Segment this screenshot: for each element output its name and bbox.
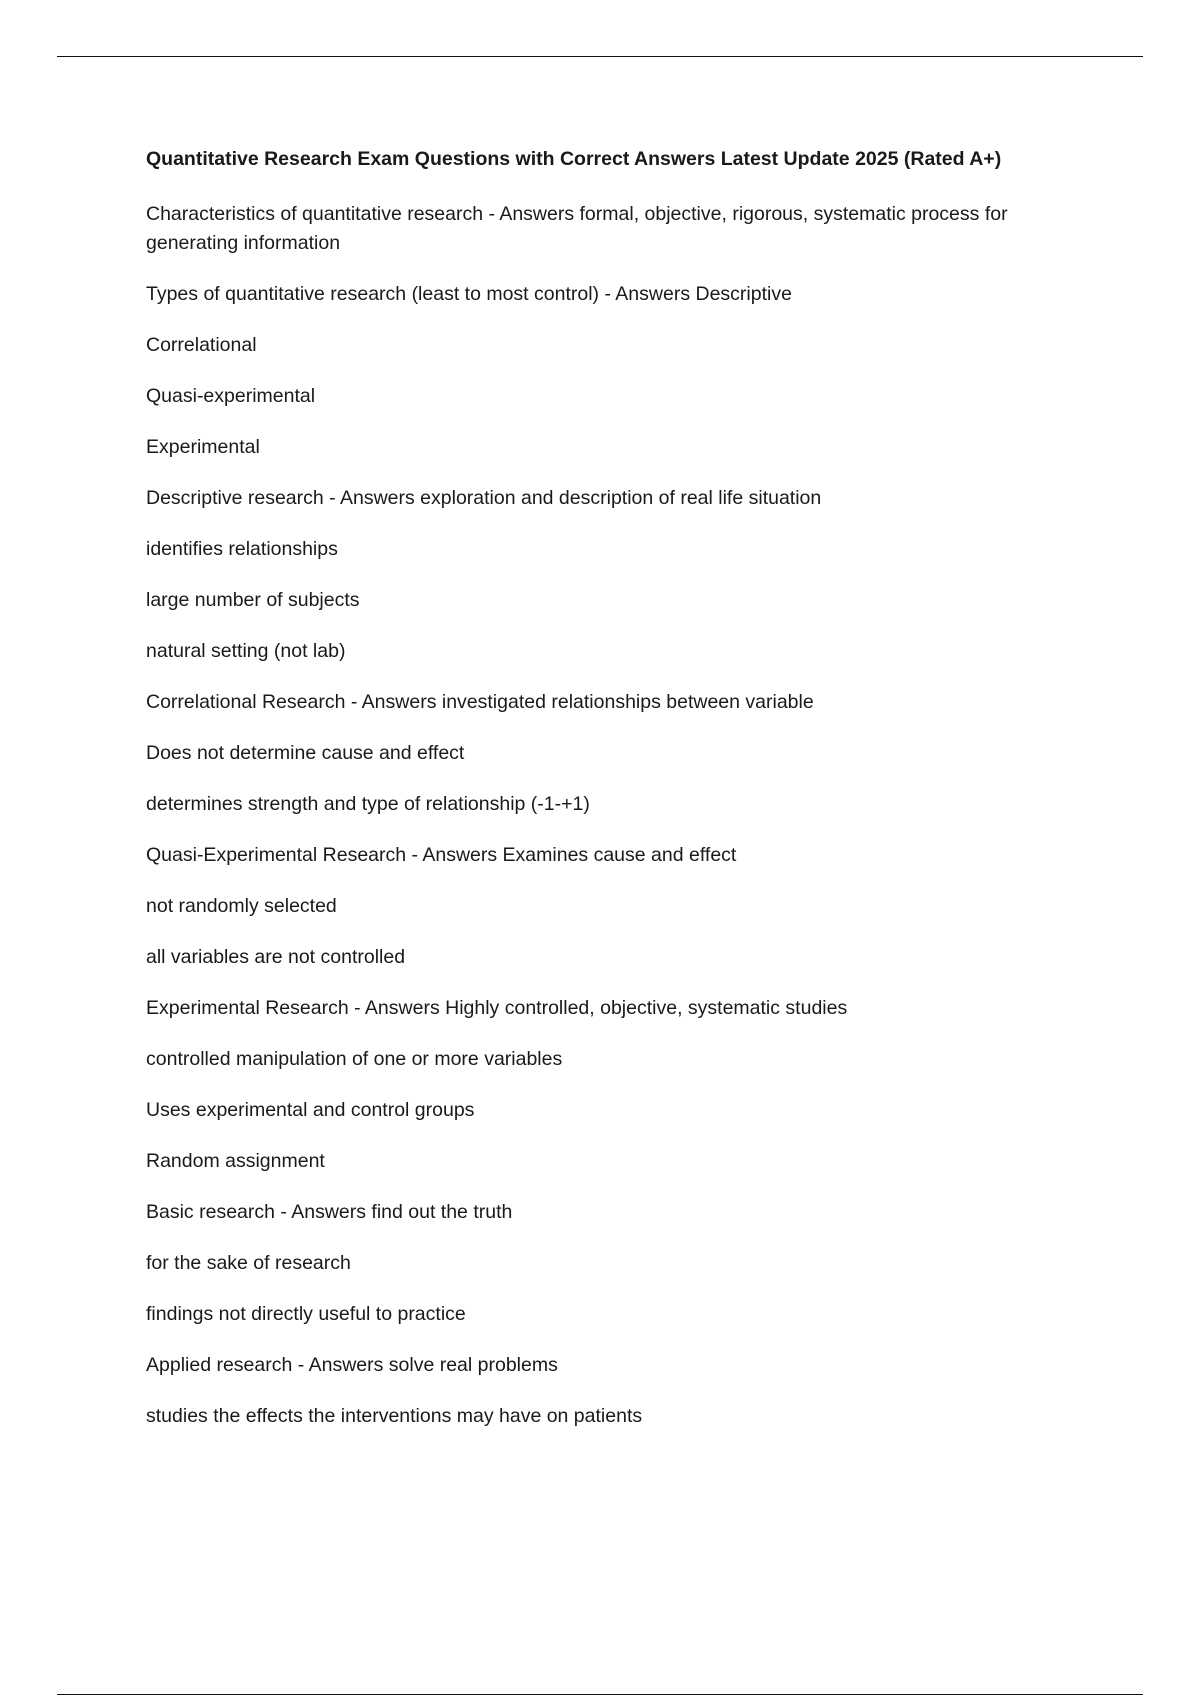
list-item: all variables are not controlled <box>146 946 406 968</box>
document-title: Quantitative Research Exam Questions with Correct Answers Latest Update 2025 (Rated A+) <box>146 148 1002 170</box>
footer-rule <box>57 1694 1143 1695</box>
list-item: Quasi-Experimental Research - Answers Examines cause and effect <box>146 844 737 866</box>
list-item: determines strength and type of relationship (-1-+1) <box>146 793 590 815</box>
list-item: Types of quantitative research (least to most control) - Answers Descriptive <box>146 283 792 305</box>
list-item: controlled manipulation of one or more variables <box>146 1048 563 1070</box>
list-item: Random assignment <box>146 1150 325 1172</box>
list-item: Experimental Research - Answers Highly controlled, objective, systematic studies <box>146 997 848 1019</box>
question-answer-list <box>146 200 1066 1431</box>
list-item: not randomly selected <box>146 895 337 917</box>
list-item: findings not directly useful to practice <box>146 1303 466 1325</box>
list-item: Correlational <box>146 334 257 356</box>
list-item: studies the effects the interventions may have on patients <box>146 1405 643 1427</box>
document-body <box>146 146 1066 1431</box>
list-item: Characteristics of quantitative research - Answers formal, objective, rigorous, systematic process for generating information <box>146 203 1008 254</box>
list-item: Correlational Research - Answers investigated relationships between variable <box>146 691 814 713</box>
list-item: Does not determine cause and effect <box>146 742 465 764</box>
list-item: identifies relationships <box>146 538 338 560</box>
list-item: Descriptive research - Answers exploration and description of real life situation <box>146 487 822 509</box>
list-item: Basic research - Answers find out the truth <box>146 1201 513 1223</box>
list-item: for the sake of research <box>146 1252 351 1274</box>
list-item: natural setting (not lab) <box>146 640 346 662</box>
header-rule <box>57 56 1143 57</box>
list-item: Applied research - Answers solve real problems <box>146 1354 558 1376</box>
list-item: Experimental <box>146 436 260 458</box>
list-item: Quasi-experimental <box>146 385 316 407</box>
list-item: Uses experimental and control groups <box>146 1099 475 1121</box>
list-item: large number of subjects <box>146 589 360 611</box>
